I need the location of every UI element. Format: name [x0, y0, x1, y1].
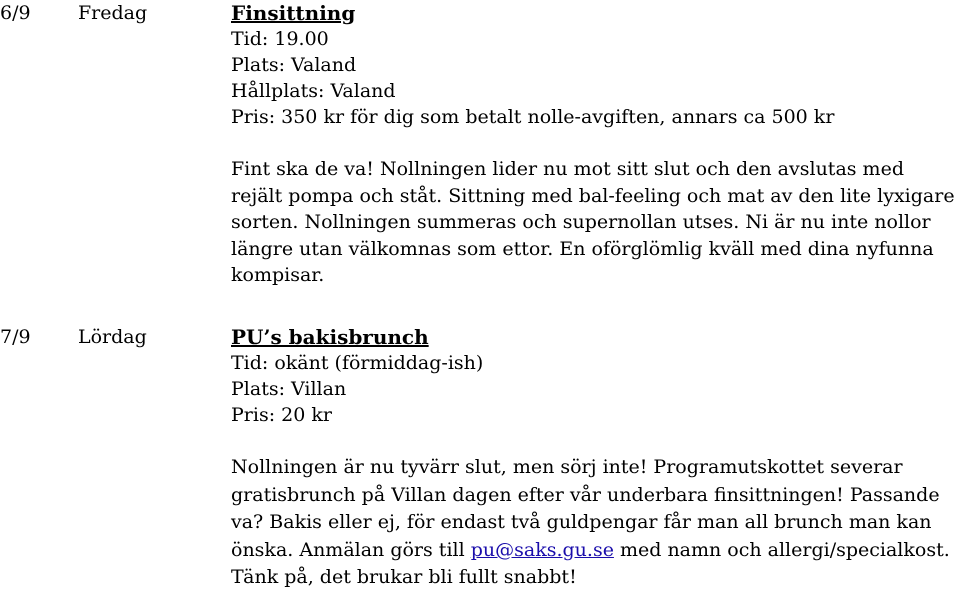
event-stop: Hållplats: Valand — [231, 80, 396, 102]
event-location: Plats: Villan — [231, 378, 347, 400]
event-description — [231, 454, 957, 592]
event-price: Pris: 350 kr för dig som betalt nolle-avgiften, annars ca 500 kr — [231, 106, 835, 128]
event-time: Tid: 19.00 — [231, 28, 329, 50]
event-date: 6/9 — [0, 2, 31, 24]
event-content — [231, 324, 957, 592]
event-description: Fint ska de va! Nollningen lider nu mot sitt slut och den avslutas med rejält pompa och ståt. Sittning med bal-feeling och mat av den lite lyxigare sorten. Nollningen summeras och supernollan utses. Ni är nu inte nollor längre utan välkomnas som ettor. En oförglömlig kväll med dina nyfunna kompisar. — [231, 158, 955, 286]
event-title: Finsittning — [231, 1, 356, 25]
event-date: 7/9 — [0, 326, 31, 348]
event-time: Tid: okänt (förmiddag-ish) — [231, 352, 484, 374]
description-text: med namn och allergi/specialkost. Tänk på, det brukar bli fullt snabbt! — [231, 538, 950, 589]
event-day: Fredag — [78, 2, 148, 24]
event-title: PU’s bakisbrunch — [231, 325, 429, 349]
event-price: Pris: 20 kr — [231, 404, 332, 426]
email-link[interactable]: pu@saks.gu.se — [470, 538, 614, 561]
description-text: Nollningen är nu tyvärr slut, men sörj inte! Programutskottet severar gratisbrunch på Villan dagen efter vår underbara finsittningen! Passande va? Bakis eller ej, för endast två guldpengar får man all brunch man kan önska. Anmälan görs till — [231, 456, 940, 561]
event-content — [231, 0, 957, 289]
event-location: Plats: Valand — [231, 54, 357, 76]
event-day: Lördag — [78, 326, 147, 348]
